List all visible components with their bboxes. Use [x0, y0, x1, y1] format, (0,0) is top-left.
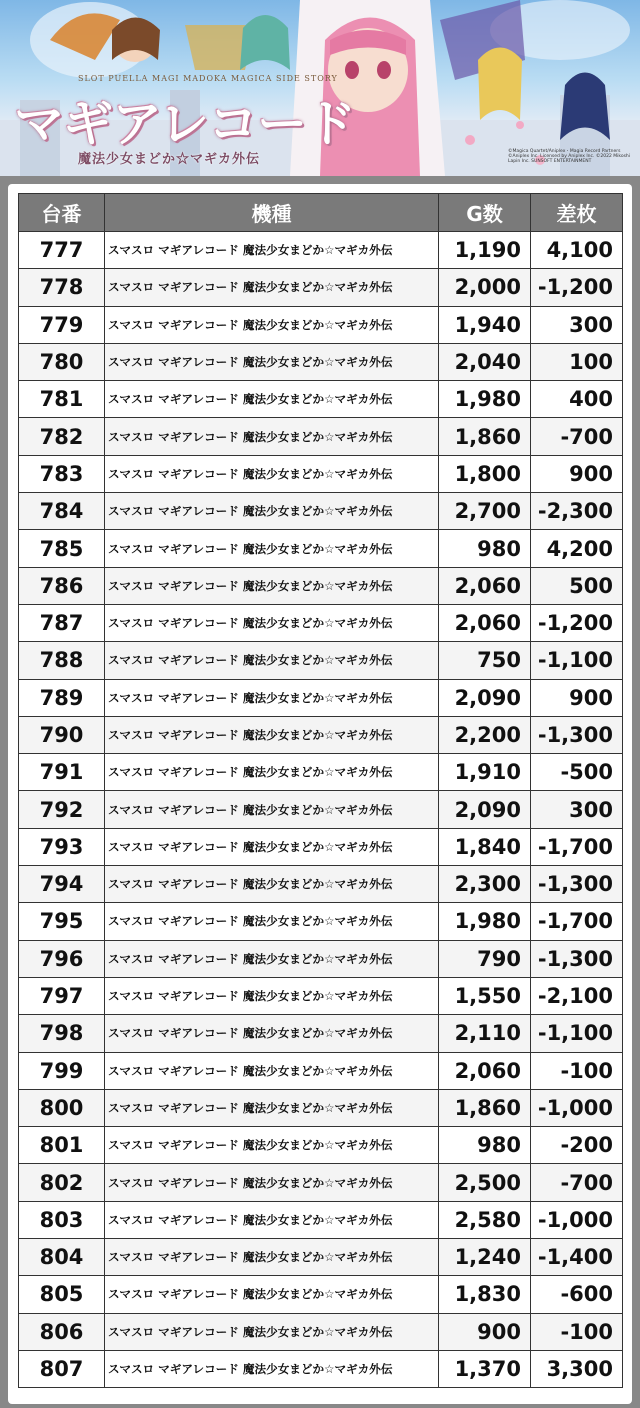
- table-row: [19, 381, 623, 418]
- medal-difference-cell: 100: [531, 343, 623, 380]
- machine-number-cell: 804: [19, 1239, 105, 1276]
- machine-number-cell: 795: [19, 903, 105, 940]
- game-count-cell: 1,550: [439, 977, 531, 1014]
- machine-number-cell: 796: [19, 940, 105, 977]
- machine-number-cell: 789: [19, 679, 105, 716]
- table-row: [19, 1127, 623, 1164]
- medal-difference-cell: 300: [531, 306, 623, 343]
- medal-difference-cell: 900: [531, 679, 623, 716]
- table-row: [19, 791, 623, 828]
- machine-number-cell: 782: [19, 418, 105, 455]
- game-count-cell: 2,500: [439, 1164, 531, 1201]
- game-count-cell: 1,980: [439, 381, 531, 418]
- medal-difference-cell: 900: [531, 455, 623, 492]
- table-row: [19, 306, 623, 343]
- model-name-cell: スマスロ マギアレコード 魔法少女まどか☆マギカ外伝: [105, 232, 439, 269]
- table-row: [19, 1276, 623, 1313]
- machine-number-cell: 781: [19, 381, 105, 418]
- copyright-notice: ©Magica Quartet/Aniplex・Magia Record Partners ©Aniplex Inc. Licensed by Aniplex Inc. ©2022 Mikoshi Lapin Inc. SUNSOFT ENTERTAINMENT: [508, 149, 631, 164]
- game-count-cell: 1,910: [439, 754, 531, 791]
- medal-difference-cell: -2,100: [531, 977, 623, 1014]
- header-game-count: G数: [439, 194, 531, 232]
- table-row: [19, 642, 623, 679]
- medal-difference-cell: -2,300: [531, 493, 623, 530]
- model-name-cell: スマスロ マギアレコード 魔法少女まどか☆マギカ外伝: [105, 716, 439, 753]
- character-hair: [240, 15, 290, 70]
- model-name-cell: スマスロ マギアレコード 魔法少女まどか☆マギカ外伝: [105, 1089, 439, 1126]
- machine-number-cell: 798: [19, 1015, 105, 1052]
- game-count-cell: 980: [439, 1127, 531, 1164]
- logo-title: マギアレコード: [14, 94, 355, 153]
- machine-number-cell: 785: [19, 530, 105, 567]
- character-eye: [345, 61, 359, 79]
- game-count-cell: 2,580: [439, 1201, 531, 1238]
- model-name-cell: スマスロ マギアレコード 魔法少女まどか☆マギカ外伝: [105, 1052, 439, 1089]
- medal-difference-cell: -1,200: [531, 604, 623, 641]
- game-count-cell: 2,700: [439, 493, 531, 530]
- machine-number-cell: 786: [19, 567, 105, 604]
- machine-number-cell: 792: [19, 791, 105, 828]
- game-count-cell: 790: [439, 940, 531, 977]
- game-count-cell: 900: [439, 1313, 531, 1350]
- table-row: [19, 493, 623, 530]
- machine-number-cell: 779: [19, 306, 105, 343]
- machine-number-cell: 805: [19, 1276, 105, 1313]
- game-count-cell: 1,190: [439, 232, 531, 269]
- medal-difference-cell: 300: [531, 791, 623, 828]
- model-name-cell: スマスロ マギアレコード 魔法少女まどか☆マギカ外伝: [105, 306, 439, 343]
- table-row: [19, 1350, 623, 1387]
- logo-subtitle: SLOT PUELLA MAGI MADOKA MAGICA SIDE STORY: [78, 74, 338, 83]
- game-count-cell: 2,200: [439, 716, 531, 753]
- medal-difference-cell: -1,100: [531, 642, 623, 679]
- model-name-cell: スマスロ マギアレコード 魔法少女まどか☆マギカ外伝: [105, 269, 439, 306]
- game-count-cell: 1,840: [439, 828, 531, 865]
- table-row: [19, 716, 623, 753]
- model-name-cell: スマスロ マギアレコード 魔法少女まどか☆マギカ外伝: [105, 1127, 439, 1164]
- game-count-cell: 1,980: [439, 903, 531, 940]
- machine-number-cell: 790: [19, 716, 105, 753]
- table-row: [19, 903, 623, 940]
- model-name-cell: スマスロ マギアレコード 魔法少女まどか☆マギカ外伝: [105, 1164, 439, 1201]
- game-count-cell: 1,800: [439, 455, 531, 492]
- game-count-cell: 1,860: [439, 1089, 531, 1126]
- machine-number-cell: 799: [19, 1052, 105, 1089]
- machine-number-cell: 788: [19, 642, 105, 679]
- machine-number-cell: 802: [19, 1164, 105, 1201]
- logo-tagline: 魔法少女まどか☆マギカ外伝: [78, 152, 261, 167]
- game-count-cell: 2,000: [439, 269, 531, 306]
- table-row: [19, 604, 623, 641]
- medal-difference-cell: -500: [531, 754, 623, 791]
- character-eye: [377, 61, 391, 79]
- table-row: [19, 754, 623, 791]
- game-count-cell: 1,860: [439, 418, 531, 455]
- medal-difference-cell: -1,700: [531, 828, 623, 865]
- medal-difference-cell: -1,300: [531, 866, 623, 903]
- model-name-cell: スマスロ マギアレコード 魔法少女まどか☆マギカ外伝: [105, 679, 439, 716]
- model-name-cell: スマスロ マギアレコード 魔法少女まどか☆マギカ外伝: [105, 418, 439, 455]
- medal-difference-cell: 4,200: [531, 530, 623, 567]
- medal-difference-cell: -1,300: [531, 940, 623, 977]
- petal: [465, 135, 475, 145]
- machine-number-cell: 794: [19, 866, 105, 903]
- model-name-cell: スマスロ マギアレコード 魔法少女まどか☆マギカ外伝: [105, 642, 439, 679]
- table-row: [19, 828, 623, 865]
- game-count-cell: 2,040: [439, 343, 531, 380]
- game-count-cell: 2,060: [439, 604, 531, 641]
- medal-difference-cell: -1,700: [531, 903, 623, 940]
- model-name-cell: スマスロ マギアレコード 魔法少女まどか☆マギカ外伝: [105, 791, 439, 828]
- game-count-cell: 1,940: [439, 306, 531, 343]
- table-row: [19, 866, 623, 903]
- machine-number-cell: 797: [19, 977, 105, 1014]
- machine-number-cell: 791: [19, 754, 105, 791]
- machine-number-cell: 806: [19, 1313, 105, 1350]
- model-name-cell: スマスロ マギアレコード 魔法少女まどか☆マギカ外伝: [105, 530, 439, 567]
- medal-difference-cell: -200: [531, 1127, 623, 1164]
- medal-difference-cell: -100: [531, 1313, 623, 1350]
- table-row: [19, 1164, 623, 1201]
- table-row: [19, 269, 623, 306]
- header-medal-difference: 差枚: [531, 194, 623, 232]
- game-count-cell: 2,060: [439, 567, 531, 604]
- medal-difference-cell: -1,400: [531, 1239, 623, 1276]
- key-visual-banner: [0, 0, 640, 176]
- game-count-cell: 1,830: [439, 1276, 531, 1313]
- table-row: [19, 530, 623, 567]
- table-row: [19, 567, 623, 604]
- machine-number-cell: 800: [19, 1089, 105, 1126]
- game-count-cell: 2,090: [439, 791, 531, 828]
- machine-number-cell: 803: [19, 1201, 105, 1238]
- table-row: [19, 1201, 623, 1238]
- medal-difference-cell: -1,000: [531, 1089, 623, 1126]
- table-header-row: [19, 194, 623, 232]
- medal-difference-cell: 400: [531, 381, 623, 418]
- table-row: [19, 1239, 623, 1276]
- model-name-cell: スマスロ マギアレコード 魔法少女まどか☆マギカ外伝: [105, 828, 439, 865]
- medal-difference-cell: 4,100: [531, 232, 623, 269]
- machine-number-cell: 784: [19, 493, 105, 530]
- model-name-cell: スマスロ マギアレコード 魔法少女まどか☆マギカ外伝: [105, 1313, 439, 1350]
- medal-difference-cell: -700: [531, 1164, 623, 1201]
- medal-difference-cell: -600: [531, 1276, 623, 1313]
- machine-number-cell: 777: [19, 232, 105, 269]
- table-row: [19, 1313, 623, 1350]
- medal-difference-cell: 3,300: [531, 1350, 623, 1387]
- table-row: [19, 977, 623, 1014]
- model-name-cell: スマスロ マギアレコード 魔法少女まどか☆マギカ外伝: [105, 493, 439, 530]
- model-name-cell: スマスロ マギアレコード 魔法少女まどか☆マギカ外伝: [105, 1201, 439, 1238]
- table-row: [19, 1089, 623, 1126]
- game-count-cell: 980: [439, 530, 531, 567]
- medal-difference-cell: -1,200: [531, 269, 623, 306]
- machine-number-cell: 801: [19, 1127, 105, 1164]
- medal-difference-cell: -700: [531, 418, 623, 455]
- model-name-cell: スマスロ マギアレコード 魔法少女まどか☆マギカ外伝: [105, 1239, 439, 1276]
- machine-number-cell: 778: [19, 269, 105, 306]
- model-name-cell: スマスロ マギアレコード 魔法少女まどか☆マギカ外伝: [105, 455, 439, 492]
- table-row: [19, 455, 623, 492]
- table-row: [19, 232, 623, 269]
- machine-number-cell: 793: [19, 828, 105, 865]
- table-row: [19, 1015, 623, 1052]
- model-name-cell: スマスロ マギアレコード 魔法少女まどか☆マギカ外伝: [105, 604, 439, 641]
- results-table: [18, 193, 623, 1388]
- petal: [516, 121, 524, 129]
- game-count-cell: 1,370: [439, 1350, 531, 1387]
- model-name-cell: スマスロ マギアレコード 魔法少女まどか☆マギカ外伝: [105, 1015, 439, 1052]
- model-name-cell: スマスロ マギアレコード 魔法少女まどか☆マギカ外伝: [105, 567, 439, 604]
- medal-difference-cell: -100: [531, 1052, 623, 1089]
- medal-difference-cell: -1,300: [531, 716, 623, 753]
- medal-difference-cell: -1,000: [531, 1201, 623, 1238]
- model-name-cell: スマスロ マギアレコード 魔法少女まどか☆マギカ外伝: [105, 866, 439, 903]
- machine-number-cell: 783: [19, 455, 105, 492]
- model-name-cell: スマスロ マギアレコード 魔法少女まどか☆マギカ外伝: [105, 381, 439, 418]
- machine-number-cell: 780: [19, 343, 105, 380]
- results-panel: [8, 184, 632, 1404]
- game-count-cell: 2,060: [439, 1052, 531, 1089]
- model-name-cell: スマスロ マギアレコード 魔法少女まどか☆マギカ外伝: [105, 1350, 439, 1387]
- model-name-cell: スマスロ マギアレコード 魔法少女まどか☆マギカ外伝: [105, 903, 439, 940]
- medal-difference-cell: 500: [531, 567, 623, 604]
- game-count-cell: 750: [439, 642, 531, 679]
- medal-difference-cell: -1,100: [531, 1015, 623, 1052]
- header-model: 機種: [105, 194, 439, 232]
- machine-number-cell: 787: [19, 604, 105, 641]
- machine-number-cell: 807: [19, 1350, 105, 1387]
- game-count-cell: 1,240: [439, 1239, 531, 1276]
- header-machine-number: 台番: [19, 194, 105, 232]
- model-name-cell: スマスロ マギアレコード 魔法少女まどか☆マギカ外伝: [105, 977, 439, 1014]
- model-name-cell: スマスロ マギアレコード 魔法少女まどか☆マギカ外伝: [105, 940, 439, 977]
- game-count-cell: 2,110: [439, 1015, 531, 1052]
- game-count-cell: 2,090: [439, 679, 531, 716]
- model-name-cell: スマスロ マギアレコード 魔法少女まどか☆マギカ外伝: [105, 754, 439, 791]
- table-row: [19, 418, 623, 455]
- table-row: [19, 940, 623, 977]
- table-row: [19, 1052, 623, 1089]
- model-name-cell: スマスロ マギアレコード 魔法少女まどか☆マギカ外伝: [105, 1276, 439, 1313]
- table-row: [19, 343, 623, 380]
- model-name-cell: スマスロ マギアレコード 魔法少女まどか☆マギカ外伝: [105, 343, 439, 380]
- character-hair: [478, 48, 522, 121]
- game-count-cell: 2,300: [439, 866, 531, 903]
- table-row: [19, 679, 623, 716]
